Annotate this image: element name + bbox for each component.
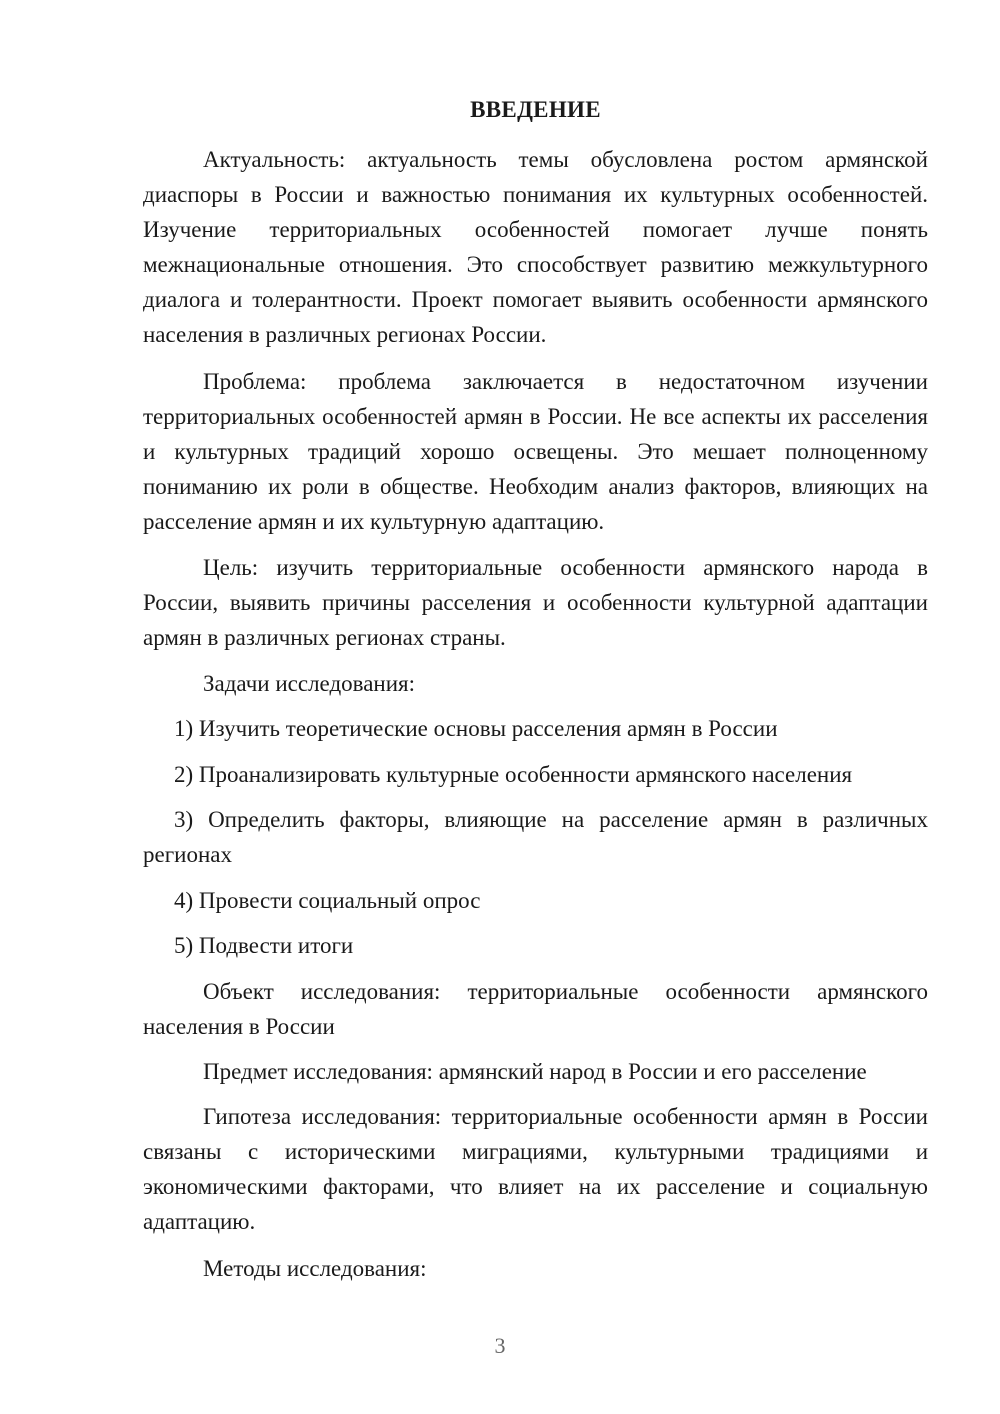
paragraph-hypothesis: Гипотеза исследования: территориальные особенности армян в России связаны с историческими миграциями, культурными традициями и экономическими факторами, что влияет на их расселение и социальную адаптацию. xyxy=(143,1104,928,1234)
paragraph-goal: Цель: изучить территориальные особенности армянского народа в России, выявить причины расселения и особенности культурной адаптации армян в различных регионах страны. xyxy=(143,555,928,650)
page-number: 3 xyxy=(494,1333,506,1358)
task-item-5: 5) Подвести итоги xyxy=(174,933,354,958)
paragraph-subject: Предмет исследования: армянский народ в России и его расселение xyxy=(203,1059,867,1084)
task-item-2: 2) Проанализировать культурные особенности армянского населения xyxy=(174,762,853,787)
paragraph-problem: Проблема: проблема заключается в недостаточном изучении территориальных особенностей армян в России. Не все аспекты их расселения и культурных традиций хорошо освещены. Это мешает полноценному пониманию их роли в обществе. Необходим анализ факторов, влияющих на расселение армян и их культурную адаптацию. xyxy=(143,369,928,534)
section-title: ВВЕДЕНИЕ xyxy=(470,97,601,122)
tasks-heading: Задачи исследования: xyxy=(203,671,416,696)
paragraph-object: Объект исследования: территориальные особенности армянского населения в России xyxy=(143,979,928,1039)
task-item-1: 1) Изучить теоретические основы расселения армян в России xyxy=(174,716,778,741)
task-item-3: 3) Определить факторы, влияющие на расселение армян в различных регионах xyxy=(143,807,928,867)
methods-heading: Методы исследования: xyxy=(203,1256,427,1281)
paragraph-relevance: Актуальность: актуальность темы обусловлена ростом армянской диаспоры в России и важностью понимания их культурных особенностей. Изучение территориальных особенностей помогает лучше понять межнациональные отношения. Это способствует развитию межкультурного диалога и толерантности. Проект помогает выявить особенности армянского населения в различных регионах России. xyxy=(143,147,928,347)
task-item-4: 4) Провести социальный опрос xyxy=(174,888,481,913)
